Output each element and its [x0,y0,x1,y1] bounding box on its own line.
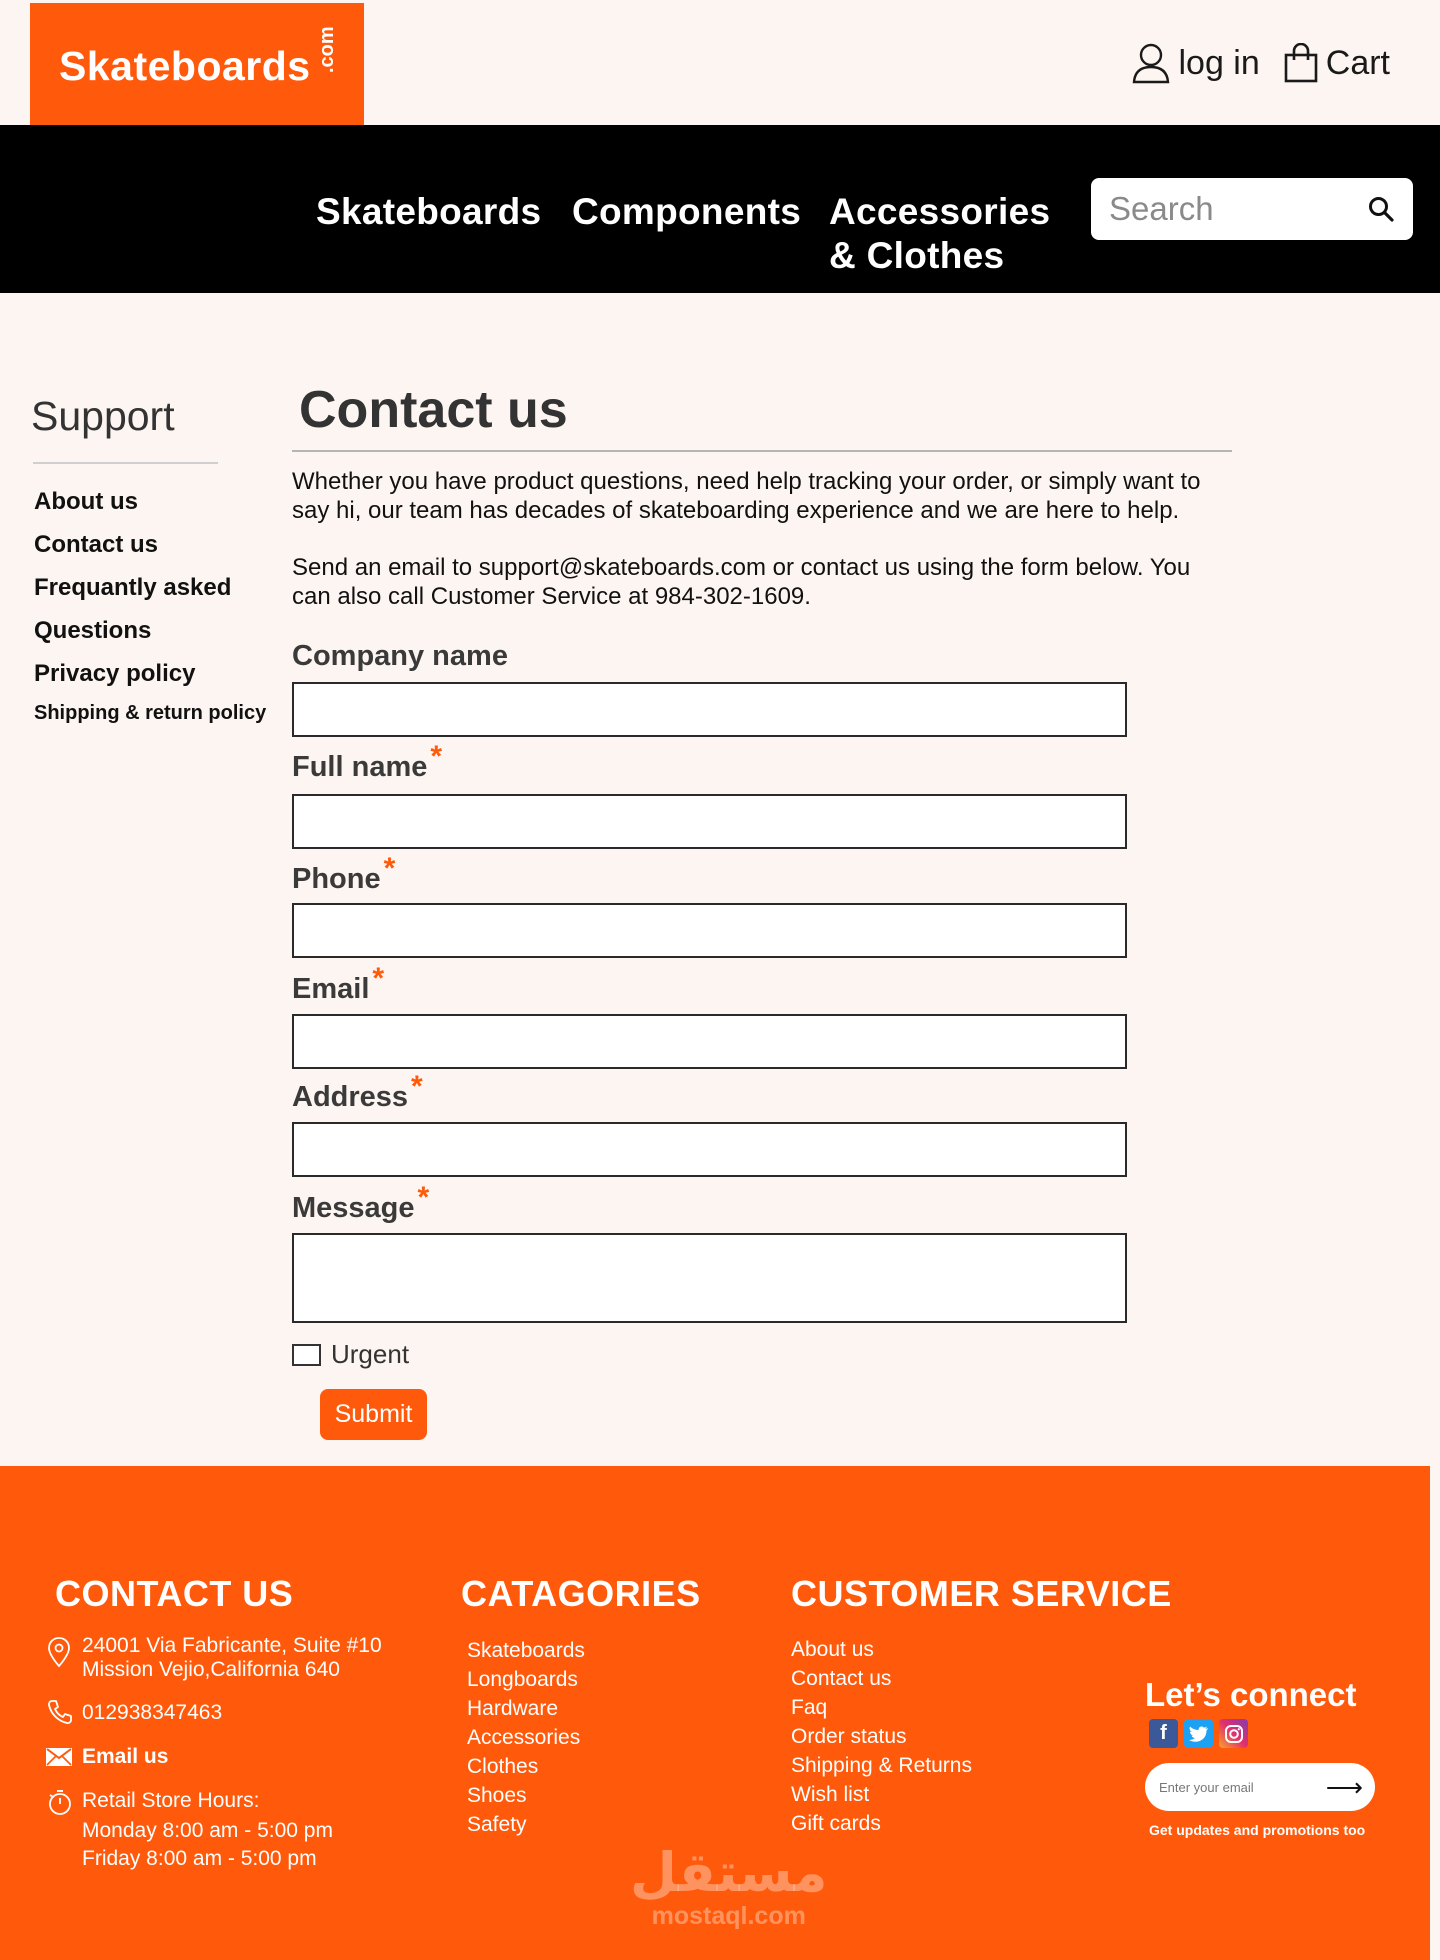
login-label: log in [1178,43,1260,82]
twitter-icon[interactable] [1184,1719,1213,1748]
search-input[interactable] [1109,190,1367,228]
address-input[interactable] [292,1122,1127,1177]
newsletter-email-input[interactable] [1159,1780,1326,1795]
field-label-text: Email [292,973,370,1005]
mail-icon [46,1748,72,1766]
login-link[interactable] [1132,42,1259,84]
phone-input[interactable] [292,903,1127,958]
stopwatch-icon [46,1788,74,1816]
footer-category-link[interactable]: Longboards [467,1668,578,1691]
facebook-icon[interactable]: f [1149,1719,1178,1748]
lets-connect-title: Let’s connect [1145,1676,1357,1713]
address-line: 24001 Via Fabricante, Suite #10 [82,1634,382,1657]
message-textarea[interactable] [292,1233,1127,1323]
footer-category-link[interactable]: Accessories [467,1726,581,1749]
footer-service-link[interactable]: Wish list [791,1783,870,1806]
site-logo[interactable] [30,3,364,125]
social-links [1149,1719,1248,1748]
footer-email-link[interactable]: Email us [82,1745,169,1768]
field-label-text: Company name [292,640,508,672]
address-line: Mission Vejio,California 640 [82,1658,340,1681]
required-marker: * [372,962,385,995]
field-label-text: Phone [292,863,381,895]
location-pin-icon [47,1636,71,1668]
submit-button[interactable]: Submit [320,1389,427,1440]
account-links [1132,42,1390,84]
title-divider [292,450,1232,452]
footer-service-link[interactable]: Faq [791,1696,828,1719]
field-label-text: Address [292,1081,409,1113]
main-nav [0,125,1440,293]
footer-service-link[interactable]: Gift cards [791,1812,881,1835]
sidebar-link-shipping-return-policy[interactable]: Shipping & return policy [34,702,267,724]
footer-contact-heading: CONTACT US [55,1573,294,1614]
footer-phone[interactable]: 012938347463 [82,1701,223,1724]
full-name-label [292,740,443,784]
sidebar-link-privacy-policy[interactable]: Privacy policy [34,660,196,687]
instagram-icon[interactable] [1219,1719,1248,1748]
logo-suffix-text: .com [316,26,338,73]
sidebar-link-questions[interactable]: Questions [34,617,152,644]
shopping-bag-icon [1284,43,1318,83]
urgent-option [292,1339,409,1370]
address-label [292,1070,423,1114]
newsletter-box [1145,1763,1375,1811]
sidebar-title: Support [31,393,175,439]
top-header [0,0,1440,125]
logo-brand-text: Skateboards [59,43,311,89]
footer-service-list [791,1635,972,1838]
user-icon [1132,42,1170,84]
company-name-input[interactable] [292,682,1127,737]
footer-category-link[interactable]: Hardware [467,1697,559,1720]
phone-label [292,852,396,896]
watermark-arabic-text: مستقل [630,1841,828,1904]
arrow-right-icon[interactable]: ⟶ [1325,1772,1363,1802]
footer-category-link[interactable]: Shoes [467,1784,527,1807]
full-name-input[interactable] [292,794,1127,849]
required-marker: * [417,1181,430,1214]
search-box [1091,178,1413,240]
newsletter-note: Get updates and promotions too [1149,1822,1366,1838]
footer-service-link[interactable]: Contact us [791,1667,892,1690]
required-marker: * [383,852,396,885]
sidebar-link-about-us[interactable]: About us [34,488,138,515]
footer-hours-monday: Monday 8:00 am - 5:00 pm [82,1819,333,1842]
footer-category-link[interactable]: Skateboards [467,1639,585,1662]
intro-line: can also call Customer Service at 984-302-1609. [292,583,811,610]
urgent-checkbox[interactable] [292,1344,321,1366]
cart-link[interactable] [1284,43,1390,83]
intro-paragraph-1 [292,467,1282,525]
intro-paragraph-2 [292,553,1282,611]
footer-hours-friday: Friday 8:00 am - 5:00 pm [82,1847,317,1870]
email-input[interactable] [292,1014,1127,1069]
required-marker: * [411,1070,423,1103]
footer-service-link[interactable]: About us [791,1638,874,1661]
nav-components[interactable]: Components [572,191,802,232]
company-name-label [292,639,511,673]
search-icon[interactable] [1367,195,1395,223]
message-label [292,1181,430,1225]
intro-line: Send an email to support@skateboards.com or contact us using the form below. You [292,554,1191,581]
urgent-label: Urgent [331,1339,410,1369]
footer-service-heading: CUSTOMER SERVICE [791,1573,1172,1614]
sidebar-divider [33,462,218,464]
nav-skateboards[interactable]: Skateboards [316,191,542,232]
footer-categories-list [467,1636,585,1839]
sidebar-link-contact-us[interactable]: Contact us [34,531,159,558]
footer-categories-heading: CATAGORIES [461,1573,701,1614]
field-label-text: Message [292,1192,415,1224]
footer-store-hours-title: Retail Store Hours: [82,1789,260,1812]
cart-label: Cart [1325,43,1390,82]
nav-accessories[interactable]: Accessories [829,191,1051,232]
footer-category-link[interactable]: Clothes [467,1755,539,1778]
footer-address [82,1634,382,1682]
watermark [630,1841,828,1931]
intro-line: Whether you have product questions, need help tracking your order, or simply want to [292,468,1201,495]
email-label [292,962,385,1006]
watermark-url-text: mostaql.com [651,1902,806,1930]
page-title: Contact us [299,381,568,439]
phone-icon [46,1698,74,1726]
footer-category-link[interactable]: Safety [467,1813,527,1836]
field-label-text: Full name [292,751,428,783]
required-marker: * [430,740,443,773]
footer-service-link[interactable]: Shipping & Returns [791,1754,972,1777]
site-footer [0,1466,1430,1960]
footer-service-link[interactable]: Order status [791,1725,907,1748]
sidebar-link-faq[interactable]: Frequantly asked [34,574,232,601]
nav-clothes[interactable]: & Clothes [829,235,1005,276]
intro-line: say hi, our team has decades of skateboarding experience and we are here to help. [292,497,1180,524]
